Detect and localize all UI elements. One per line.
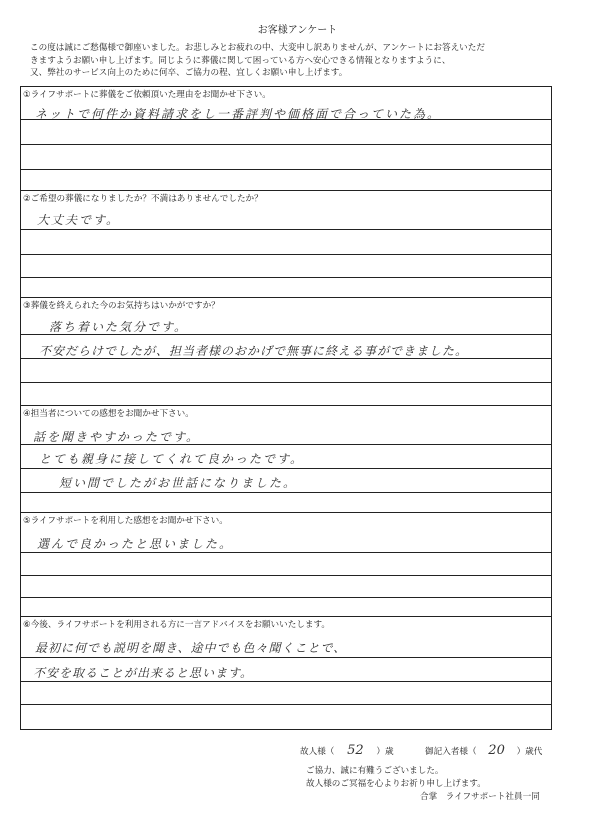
answer-rule: [21, 597, 551, 598]
writer-age-suffix: ）歳代: [516, 747, 543, 757]
question-1: ①ライフサポートに葬儀をご依頼頂いた理由をお聞かせ下さい。: [23, 90, 271, 100]
writer-age-field[interactable]: [425, 743, 542, 758]
page-title: お客様アンケート: [257, 25, 338, 36]
answer-rule: [21, 358, 551, 359]
question-3: ③葬儀を終えられた今のお気持ちはいかがですか？: [23, 301, 220, 311]
answer-rule: [21, 382, 551, 383]
section-1: [20, 86, 552, 191]
answer-4-line-1[interactable]: 話を聞きやすかったです。: [33, 430, 201, 444]
question-4: ④担当者についての感想をお聞かせ下さい。: [23, 409, 194, 419]
section-3: [20, 297, 552, 406]
writer-age-label: 御記入者様（: [425, 747, 477, 757]
answer-rule: [21, 229, 551, 230]
answer-4-line-3[interactable]: 短い間でしたがお世話になりました。: [59, 476, 298, 490]
section-2: [20, 190, 552, 298]
question-5: ⑤ライフサポートを利用した感想をお聞かせ下さい。: [23, 516, 228, 526]
section-4: [20, 405, 552, 513]
answer-rule: [21, 334, 551, 335]
answer-6-line-2[interactable]: 不安を取ることが出来ると思います。: [33, 666, 254, 680]
prayer-text: 故人様のご冥福を心よりお祈り申し上げます。: [306, 779, 486, 789]
answer-5-line-1[interactable]: 選んで良かったと思いました。: [37, 537, 234, 551]
answer-rule: [21, 552, 551, 553]
answer-rule: [21, 169, 551, 170]
deceased-age-suffix: ）歳: [376, 747, 394, 757]
answer-2-line-1[interactable]: 大丈夫です。: [37, 213, 121, 227]
answer-rule: [21, 492, 551, 493]
question-2: ②ご希望の葬儀になりましたか？不満はありませんでしたか？: [23, 194, 263, 204]
answer-3-line-2[interactable]: 不安だらけでしたが、担当者様のおかげで無事に終える事ができました。: [39, 344, 469, 358]
answer-rule: [21, 119, 551, 120]
signature-text: 合掌 ライフサポート社員一同: [420, 792, 540, 802]
answer-4-line-2[interactable]: とても親身に接してくれて良かったです。: [39, 452, 305, 466]
answer-rule: [21, 277, 551, 278]
section-5: [20, 512, 552, 617]
answer-rule: [21, 254, 551, 255]
answer-rule: [21, 575, 551, 576]
thanks-text: ご協力、誠に有難うございました。: [306, 766, 444, 776]
form-bottom-border: [20, 729, 551, 730]
answer-1-line-1[interactable]: ネットで何件か資料請求をし一番評判や価格面で合っていた為。: [35, 107, 442, 121]
answer-rule: [21, 444, 551, 445]
answer-6-line-1[interactable]: 最初に何でも説明を聞き、途中でも色々聞くことで、: [35, 641, 347, 655]
answer-rule: [21, 468, 551, 469]
section-6: [20, 616, 552, 730]
question-6: ⑥今後、ライフサポートを利用される方に一言アドバイスをお願いいたします。: [23, 620, 331, 630]
deceased-age-value[interactable]: 52: [347, 743, 364, 758]
answer-rule: [21, 704, 551, 705]
writer-age-value[interactable]: 20: [488, 743, 505, 758]
answer-3-line-1[interactable]: 落ち着いた気分です。: [49, 320, 189, 334]
deceased-age-field[interactable]: [300, 743, 394, 758]
deceased-age-label: 故人様（: [300, 747, 335, 757]
intro-text: この度は誠にご愁傷様で御座いました。お悲しみとお疲れの中、大変申し訳ありませんが、アンケートにお答えいただ きますようお願い申し上げます。同じように葬儀に関して困っている方へ安心できる情報となりますように、 又、弊社のサービス向上のために何卒、ご協力の程、宜しくお願い申し上げます。: [30, 43, 485, 79]
answer-rule: [21, 144, 551, 145]
answer-rule: [21, 681, 551, 682]
answer-rule: [21, 657, 551, 658]
